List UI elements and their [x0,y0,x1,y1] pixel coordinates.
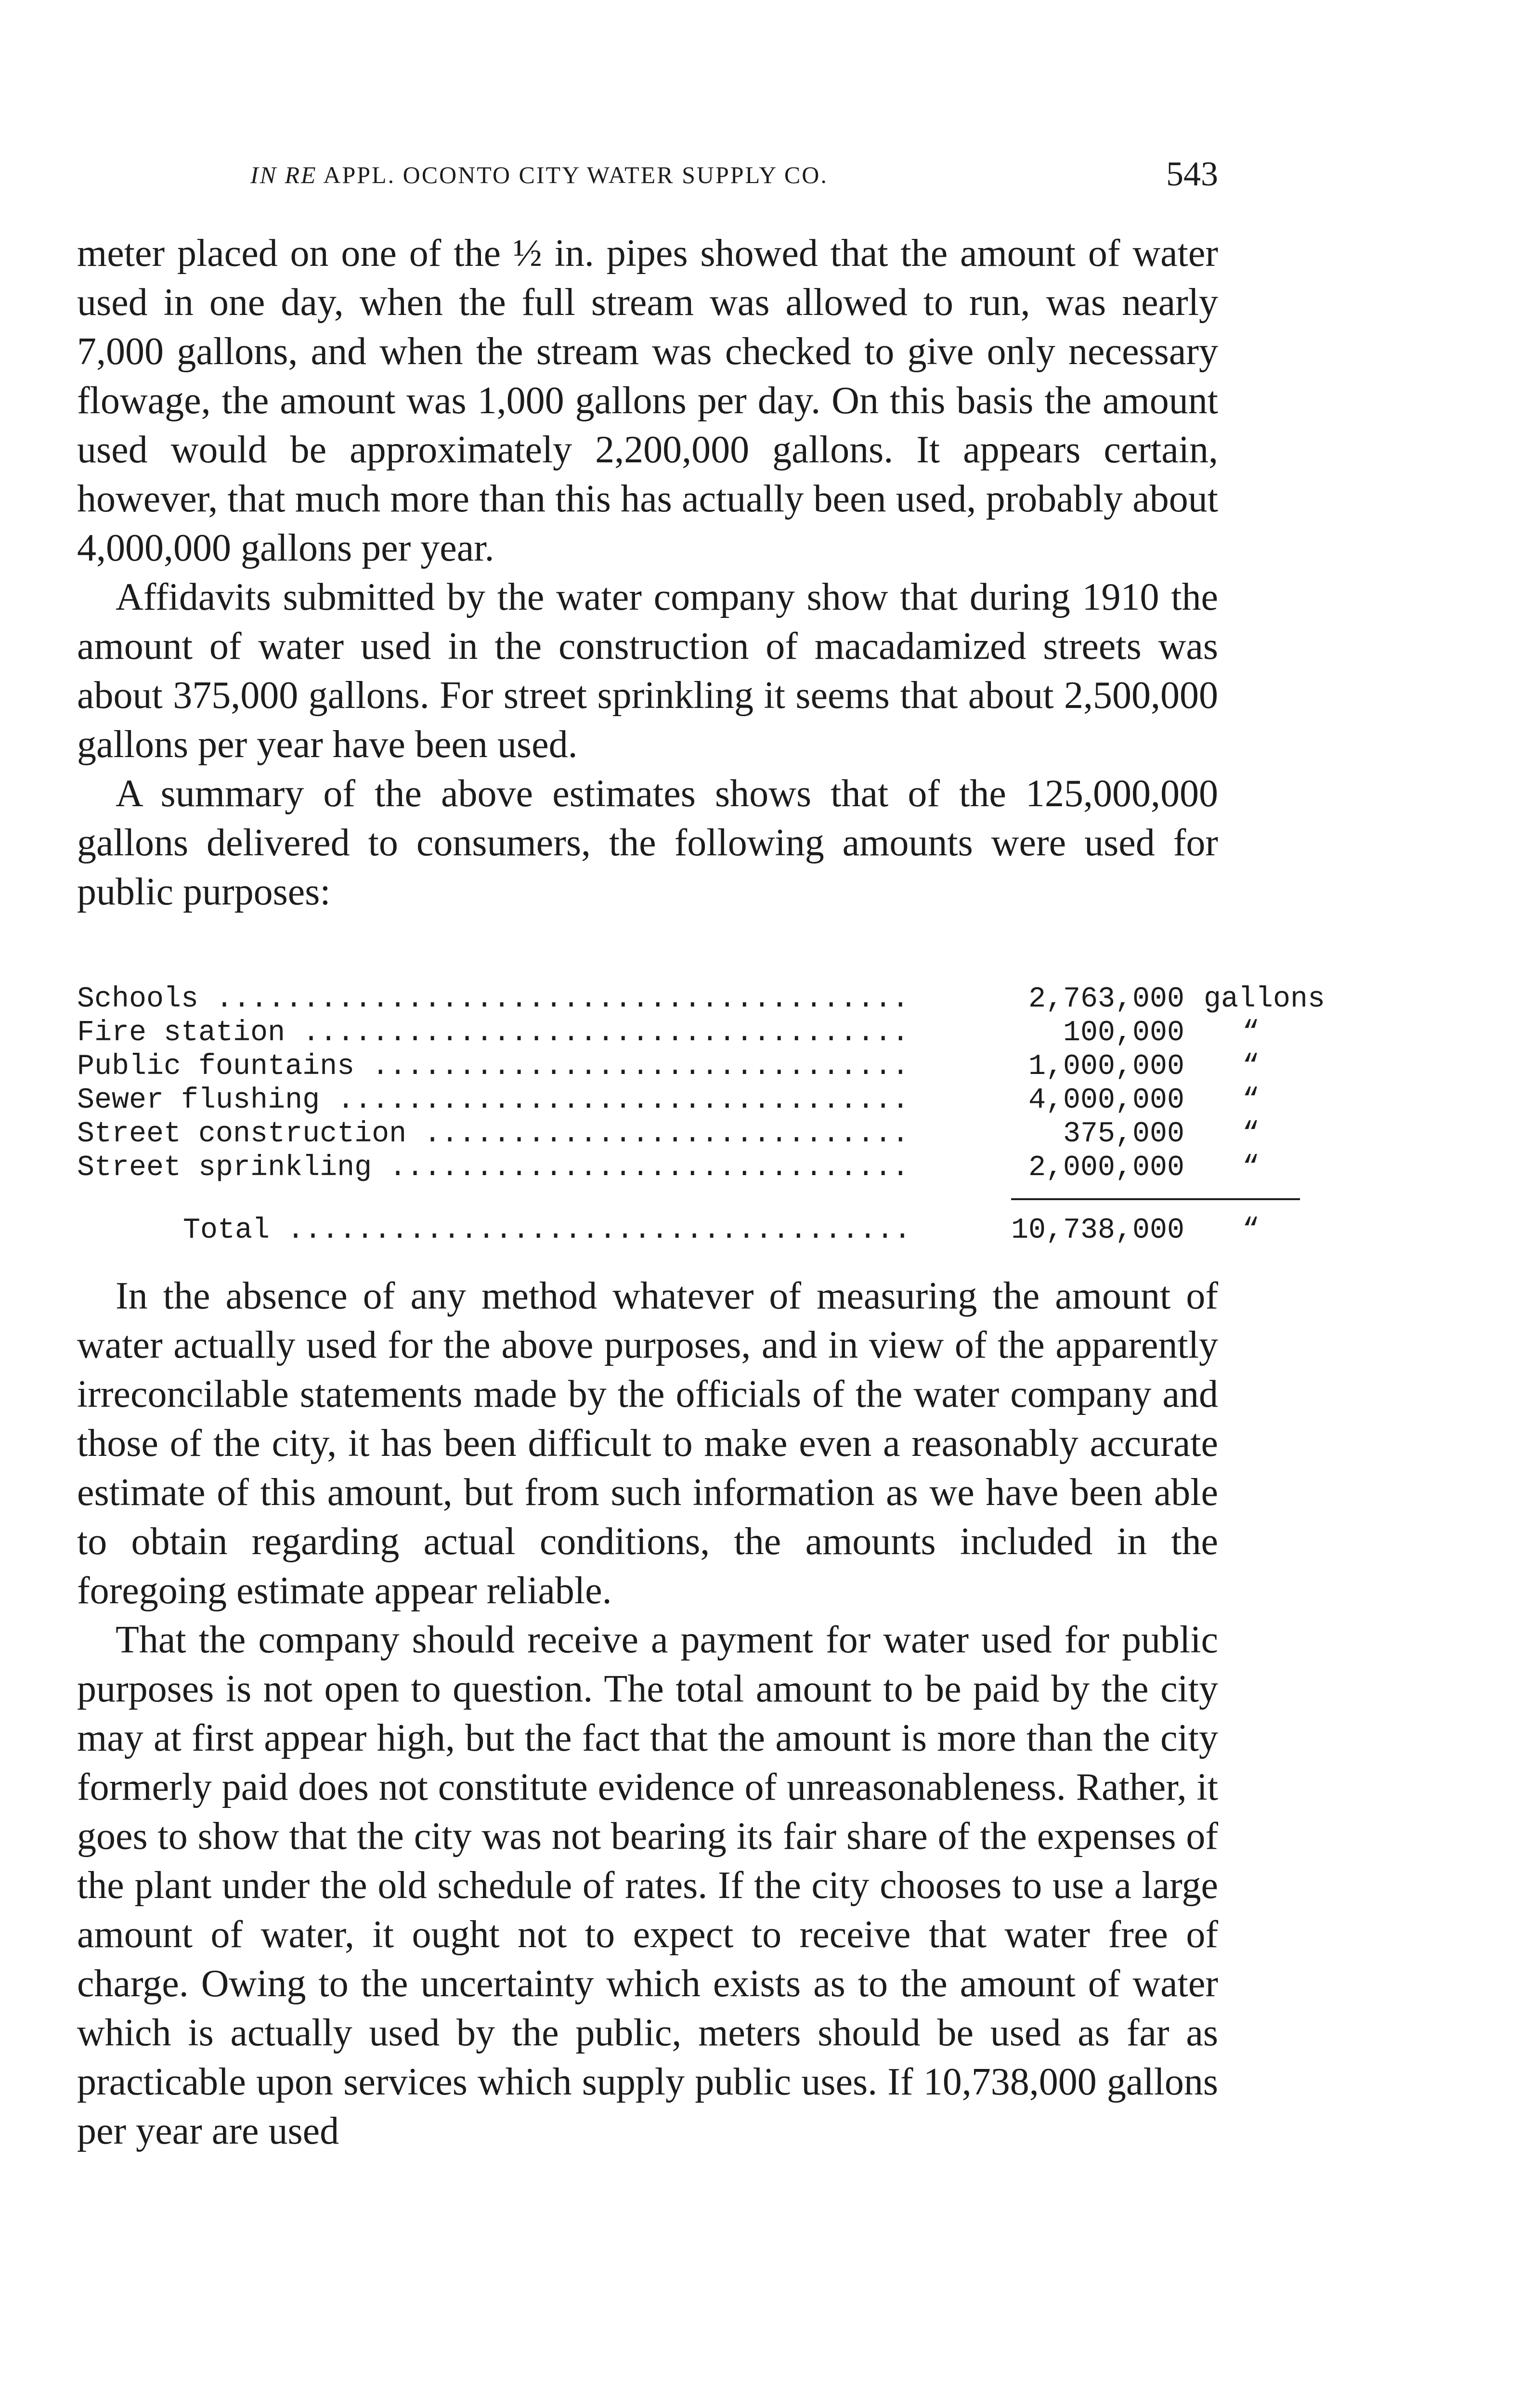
page-header [77,154,1218,207]
total-rule [1011,1198,1300,1200]
page-number: 543 [1166,155,1218,193]
table-total-row [77,1214,1260,1247]
row-value: 2,763,000 [1028,983,1184,1016]
row-value: 1,000,000 [1028,1050,1184,1083]
total-value: 10,738,000 [1011,1214,1184,1247]
paragraph: That the company should receive a payment for water used for public purposes is not open to question. The total amount to be paid by the city may at first appear high, but the fact that the amount is more than the city formerly paid does not constitute evidence of unreasonableness. Rather, it goes to show that the city was not bearing its fair share of the expenses of the plant under the old schedule of rates. If the city chooses to use a large amount of water, it ought not to expect to receive that water free of charge. Owing to the uncertainty which exists as to the amount of water which is actually used by the public, meters should be used as far as practicable upon services which supply public uses. If 10,738,000 gallons per year are used [77,1619,1218,2152]
row-unit: “ [1242,1017,1260,1049]
row-label: Street construction ..... [77,1117,905,1151]
row-label: Fire station ..... [77,1016,905,1050]
table-row [77,1151,1260,1185]
table-row [77,982,1325,1016]
table-row [77,1117,1260,1151]
public-use-table [77,982,1325,1247]
paragraph: Affidavits submitted by the water company show that during 1910 the amount of water used in the construction of macadamized streets was about 375,000 gallons. For street sprinkling it seems that about 2,500,000 gallons per year have been used. [77,576,1218,766]
row-value: 4,000,000 [1028,1084,1184,1117]
row-unit: “ [1242,1050,1260,1083]
body-text-top [77,229,1218,916]
row-unit: “ [1242,1084,1260,1117]
total-unit: “ [1242,1214,1260,1247]
row-label: Street sprinkling ..... [77,1151,905,1185]
row-unit: gallons [1204,983,1325,1016]
running-head [250,161,828,189]
running-head-case-prefix: IN RE [250,161,317,188]
paragraph: In the absence of any method whatever of measuring the amount of water actually used for the above purposes, and in view of the apparently irreconcilable statements made by the officials of the water company and those of the city, it has been difficult to make even a reasonably accurate estimate of this amount, but from such information as we have been able to obtain regarding actual conditions, the amounts included in the foregoing estimate appear reliable. [77,1275,1218,1612]
row-label: Sewer flushing ..... [77,1084,905,1117]
total-rule-wrap [77,1185,1218,1214]
table-row [77,1016,1260,1050]
paragraph: A summary of the above estimates shows that of the 125,000,000 gallons delivered to consumers, the following amounts were used for public purposes: [77,772,1218,913]
table-row [77,1050,1260,1084]
row-unit: “ [1242,1118,1260,1151]
table-row [77,1084,1260,1117]
body-text-bottom [77,1271,1218,2156]
paragraph: meter placed on one of the ½ in. pipes showed that the amount of water used in one day, when the full stream was allowed to run, was nearly 7,000 gallons, and when the stream was checked to give only necessary flowage, the amount was 1,000 gallons per day. On this basis the amount used would be approximately 2,200,000 gallons. It appears certain, however, that much more than this has actually been used, probably about 4,000,000 gallons per year. [77,232,1218,569]
row-label: Public fountains ..... [77,1050,905,1084]
row-unit: “ [1242,1152,1260,1184]
row-value: 100,000 [1063,1017,1184,1049]
running-head-title: APPL. OCONTO CITY WATER SUPPLY CO. [317,161,828,188]
row-value: 375,000 [1063,1118,1184,1151]
total-label: Total ..... [183,1214,905,1247]
row-value: 2,000,000 [1028,1152,1184,1184]
row-label: Schools ..... [77,982,905,1016]
